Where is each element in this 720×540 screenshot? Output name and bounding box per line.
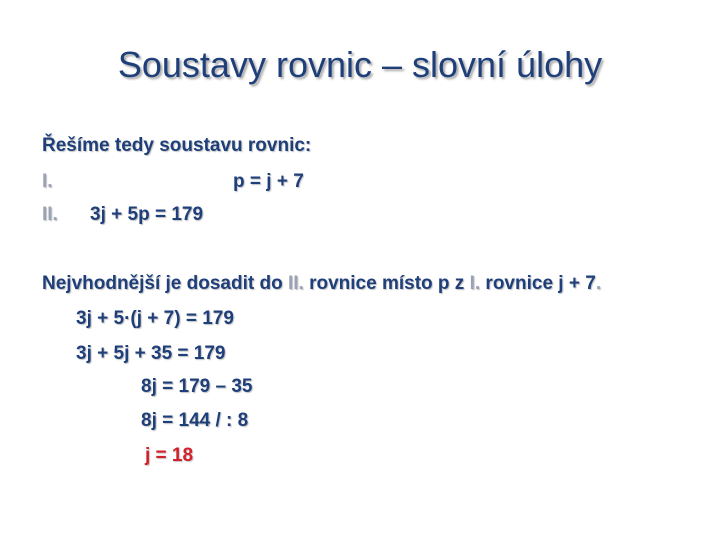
instruction-period: .: [595, 273, 602, 294]
intro-text: Řešíme tedy soustavu rovnic:: [42, 135, 312, 156]
slide-title: Soustavy rovnic – slovní úlohy: [117, 44, 603, 85]
equation-1-numeral: I.: [42, 171, 53, 192]
step-3: 8j = 179 – 35: [141, 376, 253, 397]
instruction-part-1: Nejvhodnější je dosadit do: [42, 273, 288, 294]
instruction-numeral-ii: II.: [287, 273, 304, 294]
instruction-numeral-i: I.: [469, 273, 481, 294]
step-1: 3j + 5·(j + 7) = 179: [76, 308, 234, 329]
equation-1: p = j + 7: [233, 171, 304, 192]
equation-2-numeral: II.: [42, 204, 58, 225]
result: j = 18: [145, 445, 194, 466]
step-4: 8j = 144 / : 8: [141, 410, 249, 431]
equation-2: 3j + 5p = 179: [90, 204, 204, 225]
instruction-part-2: rovnice místo p z: [303, 273, 470, 294]
instruction-part-3: rovnice j + 7: [480, 273, 596, 294]
step-2: 3j + 5j + 35 = 179: [76, 343, 226, 364]
instruction-text: [42, 273, 601, 295]
